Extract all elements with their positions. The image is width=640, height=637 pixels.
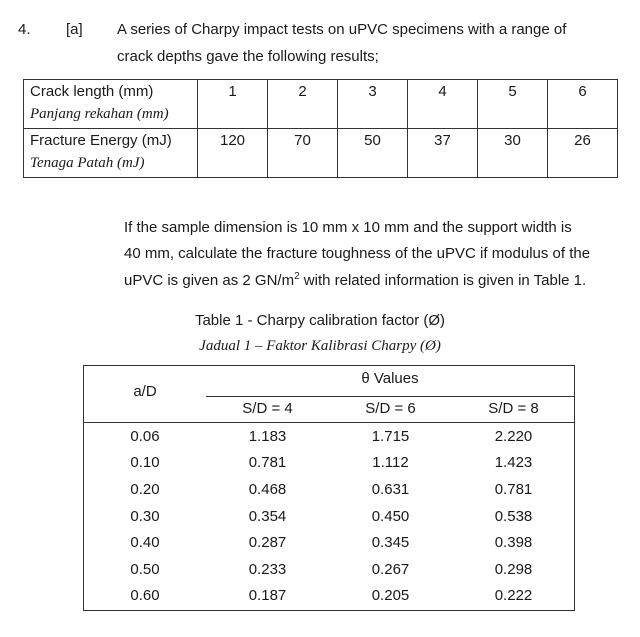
table-cell: 1.715 — [371, 428, 410, 445]
calibration-table — [83, 365, 575, 611]
crack-length-label-en: Crack length (mm) — [30, 83, 154, 100]
table-cell: 0.538 — [494, 508, 533, 525]
table-cell: 0.222 — [494, 587, 533, 604]
table-cell: 0.631 — [371, 481, 410, 498]
table1-caption-my: Jadual 1 – Faktor Kalibrasi Charpy (Ø) — [199, 338, 441, 354]
results-table — [23, 79, 618, 178]
paragraph-line-2: 40 mm, calculate the fracture toughness of the uPVC if modulus of the — [124, 245, 591, 262]
fracture-energy-value: 70 — [268, 129, 338, 178]
paragraph-superscript: 2 — [294, 271, 300, 282]
crack-length-value: 3 — [338, 80, 408, 129]
table-cell: 0.267 — [371, 561, 410, 578]
table-cell: 0.781 — [494, 481, 533, 498]
table-cell: 0.345 — [371, 534, 410, 551]
crack-length-value: 6 — [548, 80, 618, 129]
table-cell: 0.233 — [248, 561, 287, 578]
crack-length-value: 5 — [478, 80, 548, 129]
sd-subheader: S/D = 6 — [365, 400, 416, 417]
table-cell: 0.40 — [130, 534, 160, 551]
table-cell: 0.60 — [130, 587, 160, 604]
paragraph-line-3-post: with related information is given in Table 1. — [299, 272, 587, 289]
fracture-energy-value: 50 — [338, 129, 408, 178]
crack-length-label — [24, 80, 198, 129]
paragraph-line-3 — [124, 271, 602, 289]
table-cell: 0.354 — [248, 508, 287, 525]
table-cell: 0.287 — [248, 534, 287, 551]
paragraph-line-3-pre: uPVC is given as 2 GN/m — [124, 272, 295, 289]
table-cell: 1.183 — [248, 428, 287, 445]
table-cell: 2.220 — [494, 428, 533, 445]
question-number: 4. — [18, 21, 31, 38]
header-bottom-rule — [84, 422, 574, 423]
ad-column-header: a/D — [133, 383, 157, 400]
table-cell: 0.10 — [130, 454, 160, 471]
table-cell: 0.50 — [130, 561, 160, 578]
table-cell: 0.205 — [371, 587, 410, 604]
table-cell: 0.187 — [248, 587, 287, 604]
table-cell: 0.20 — [130, 481, 160, 498]
crack-length-label-my: Panjang rekahan (mm) — [30, 106, 169, 122]
crack-length-value: 1 — [198, 80, 268, 129]
fracture-energy-value: 30 — [478, 129, 548, 178]
fracture-energy-row — [24, 129, 618, 178]
table-cell: 0.398 — [494, 534, 533, 551]
fracture-energy-label-en: Fracture Energy (mJ) — [30, 132, 172, 149]
table-cell: 0.30 — [130, 508, 160, 525]
crack-length-row — [24, 80, 618, 129]
table-cell: 0.468 — [248, 481, 287, 498]
fracture-energy-value: 37 — [408, 129, 478, 178]
crack-length-value: 2 — [268, 80, 338, 129]
paragraph-line-1: If the sample dimension is 10 mm x 10 mm and the support width is — [124, 219, 572, 236]
table-cell: 0.450 — [371, 508, 410, 525]
sd-subheader: S/D = 8 — [488, 400, 539, 417]
table-cell: 0.298 — [494, 561, 533, 578]
table-cell: 0.06 — [130, 428, 160, 445]
sd-subheader: S/D = 4 — [242, 400, 293, 417]
table-cell: 1.112 — [372, 454, 409, 471]
theta-values-header: θ Values — [361, 370, 419, 387]
table-cell: 1.423 — [494, 454, 533, 471]
crack-length-value: 4 — [408, 80, 478, 129]
header-divider — [206, 396, 574, 397]
table1-caption-en: Table 1 - Charpy calibration factor (Ø) — [194, 312, 446, 329]
intro-line-2: crack depths gave the following results; — [117, 48, 379, 65]
fracture-energy-value: 120 — [198, 129, 268, 178]
fracture-energy-label-my: Tenaga Patah (mJ) — [30, 155, 145, 171]
question-part: [a] — [66, 21, 83, 38]
table-cell: 0.781 — [248, 454, 287, 471]
fracture-energy-value: 26 — [548, 129, 618, 178]
fracture-energy-label — [24, 129, 198, 178]
intro-line-1: A series of Charpy impact tests on uPVC specimens with a range of — [117, 21, 567, 38]
